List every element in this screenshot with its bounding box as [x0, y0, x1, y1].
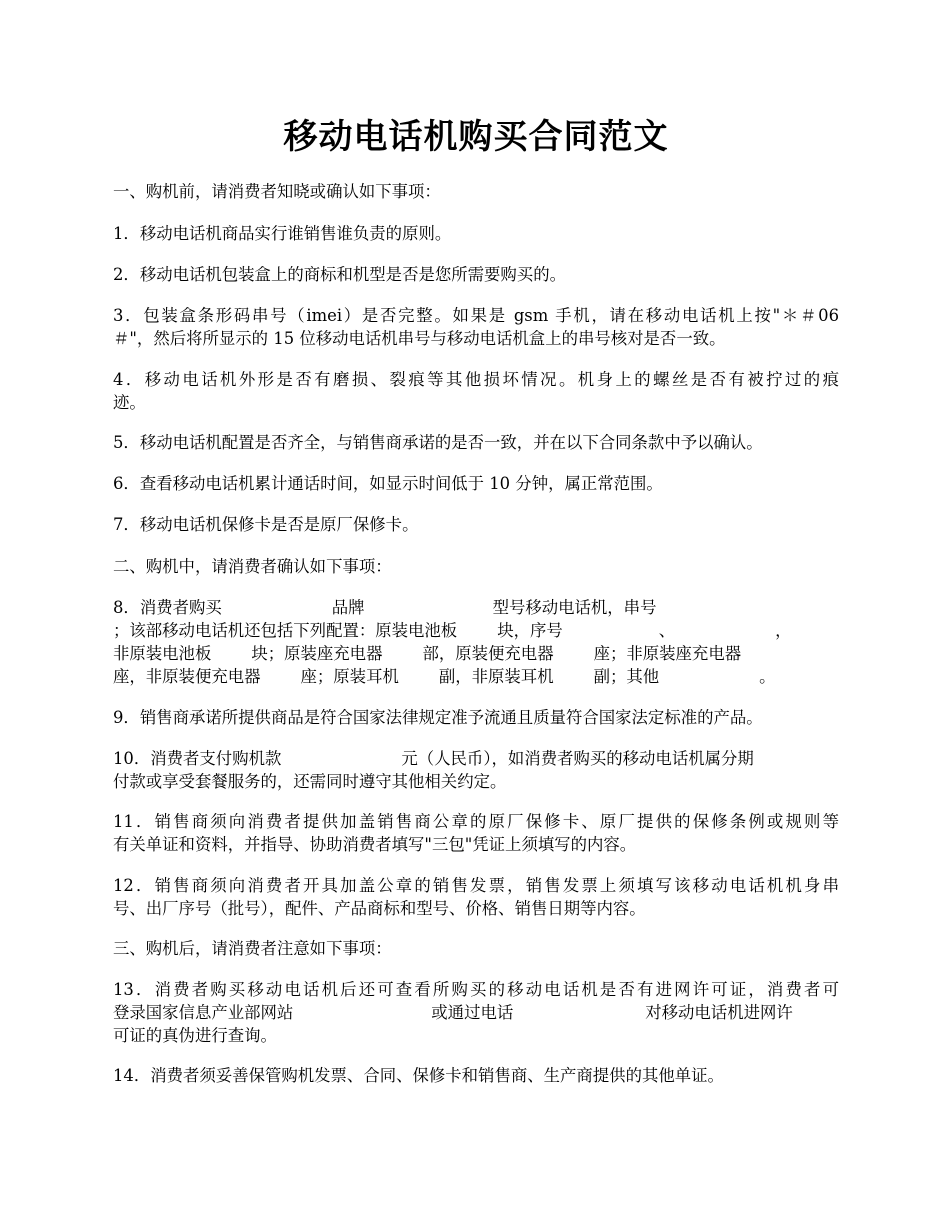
item-8-text-model: 型号移动电话机，串号 [492, 598, 657, 617]
item-8-text-original-earphone: 座；原装耳机 [300, 667, 399, 686]
item-8-text-buy: 8．消费者购买 [113, 598, 222, 617]
item-7: 7．移动电话机保修卡是否是原厂保修卡。 [113, 515, 419, 534]
item-10-text-rmb: 元（人民币），如消费者购买的移动电话机属分期 [401, 749, 754, 768]
item-8-text-nonoriginal-travel-charger: 座，非原装便充电器 [113, 667, 261, 686]
item-8-text-brand: 品牌 [331, 598, 365, 617]
item-11-line-1: 11．销售商须向消费者提供加盖销售商公章的原厂保修卡、原厂提供的保修条例或规则等 [113, 812, 839, 831]
item-8-text-nonoriginal-dock: 座；非原装座充电器 [593, 644, 742, 663]
item-3-line-2: ＃"，然后将所显示的 15 位移动电话机串号与移动电话机盒上的串号核对是否一致。 [113, 329, 726, 348]
item-1: 1．移动电话机商品实行谁销售谁负责的原则。 [113, 224, 452, 243]
item-14: 14．消费者须妥善保管购机发票、合同、保修卡和销售商、生产商提供的其他单证。 [113, 1066, 724, 1085]
item-8-line-2 [113, 619, 839, 642]
item-10-line-1 [113, 747, 839, 770]
item-4 [113, 368, 839, 414]
item-3 [113, 304, 839, 350]
item-8-text-other: 副；其他 [593, 667, 660, 686]
item-10-line-2: 付款或享受套餐服务的，还需同时遵守其他相关约定。 [113, 772, 507, 791]
item-13-text-website: 登录国家信息产业部网站 [113, 1003, 294, 1022]
item-8-text-period: 。 [759, 667, 776, 686]
item-2: 2．移动电话机包装盒上的商标和机型是否是您所需要购买的。 [113, 265, 566, 284]
item-8-text-config: ；该部移动电话机还包括下列配置：原装电池板 [113, 621, 458, 640]
item-8-text-original-dock: 块；原装座充电器 [251, 644, 383, 663]
item-8-text-original-travel-charger: 部，原装便充电器 [422, 644, 554, 663]
item-5: 5．移动电话机配置是否齐全，与销售商承诺的是否一致，并在以下合同条款中予以确认。 [113, 433, 763, 452]
item-13-text-verify: 对移动电话机进网许 [645, 1003, 793, 1022]
item-13-text-phone: 或通过电话 [431, 1003, 514, 1022]
section-heading-during-purchase: 二、购机中，请消费者确认如下事项： [113, 557, 392, 576]
item-13 [113, 978, 839, 1047]
item-8-text-nonoriginal-earphone: 副，非原装耳机 [438, 667, 554, 686]
item-12-line-1: 12．销售商须向消费者开具加盖公章的销售发票，销售发票上须填写该移动电话机机身串 [113, 876, 839, 895]
item-12-line-2: 号、出厂序号（批号），配件、产品商标和型号、价格、销售日期等内容。 [113, 899, 646, 918]
item-8-line-3 [113, 642, 839, 665]
item-8-text-sep: 、 [658, 621, 676, 640]
item-13-line-3: 可证的真伪进行查询。 [113, 1026, 277, 1045]
item-13-line-1: 13．消费者购买移动电话机后还可查看所购买的移动电话机是否有进网许可证，消费者可 [113, 980, 839, 999]
item-13-line-2 [113, 1001, 839, 1024]
item-11 [113, 810, 839, 856]
item-4-line-2: 迹。 [113, 393, 146, 412]
item-8 [113, 596, 839, 688]
item-6: 6．查看移动电话机累计通话时间，如显示时间低于 10 分钟，属正常范围。 [113, 474, 663, 493]
item-8-text-nonoriginal-battery: 非原装电池板 [113, 644, 212, 663]
item-4-line-1: 4．移动电话机外形是否有磨损、裂痕等其他损坏情况。机身上的螺丝是否有被拧过的痕 [113, 370, 839, 389]
item-11-line-2: 有关单证和资料，并指导、协助消费者填写"三包"凭证上须填写的内容。 [113, 835, 637, 854]
item-9: 9．销售商承诺所提供商品是符合国家法律规定准予流通且质量符合国家法定标准的产品。 [113, 708, 763, 727]
item-12 [113, 874, 839, 920]
item-10 [113, 747, 839, 793]
section-heading-after-purchase: 三、购机后，请消费者注意如下事项： [113, 939, 392, 958]
item-3-line-1: 3．包装盒条形码串号（imei）是否完整。如果是 gsm 手机，请在移动电话机上按"＊＃06 [113, 306, 839, 325]
section-heading-before-purchase: 一、购机前，请消费者知晓或确认如下事项： [113, 182, 441, 201]
item-8-text-serial: 块，序号 [497, 621, 563, 640]
item-8-text-comma: ， [775, 621, 792, 640]
item-10-text-pay: 10．消费者支付购机款 [113, 749, 282, 768]
item-8-line-4 [113, 665, 839, 688]
document-title: 移动电话机购买合同范文 [283, 117, 669, 157]
item-8-line-1 [113, 596, 839, 619]
